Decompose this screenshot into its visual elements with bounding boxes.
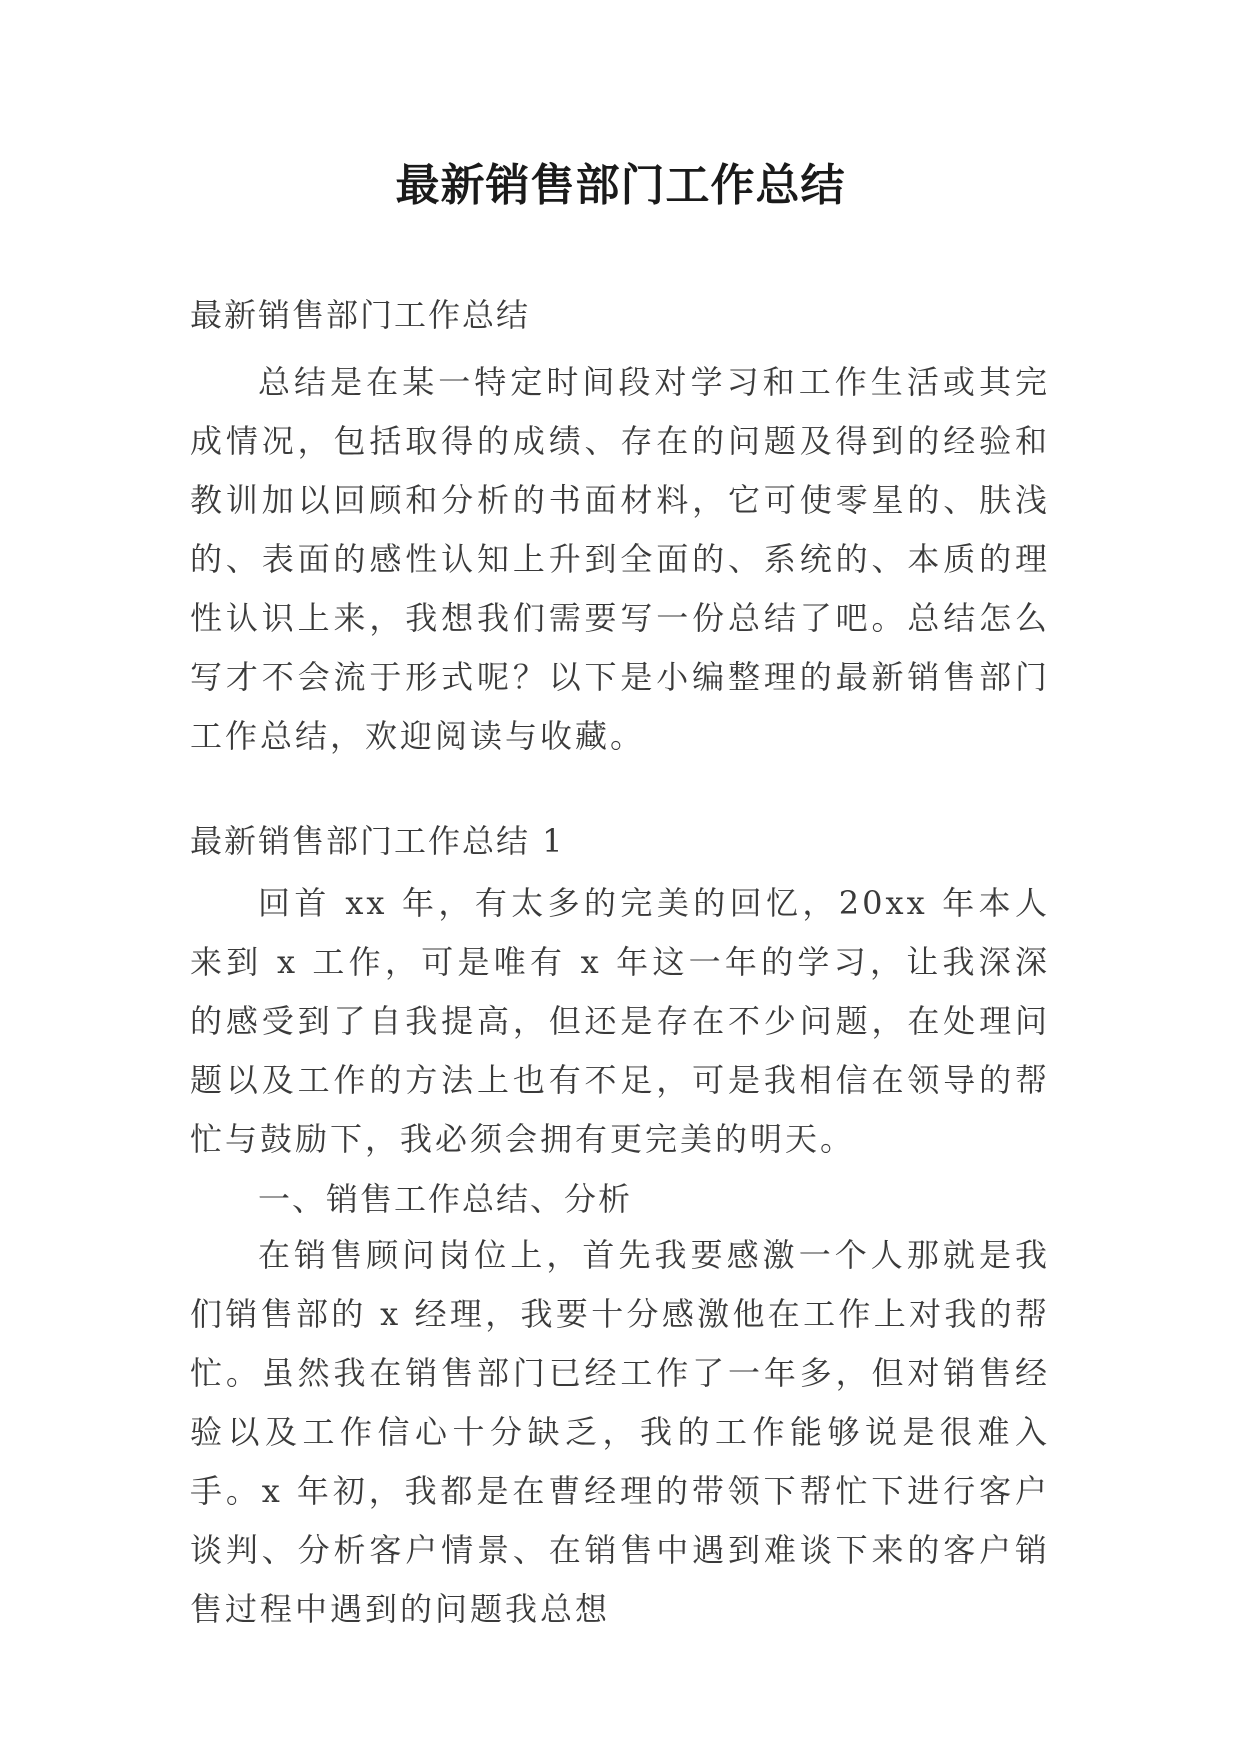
section-heading: 最新销售部门工作总结 1 (190, 822, 565, 860)
page-title: 最新销售部门工作总结 (395, 160, 846, 211)
intro-paragraph: 总结是在某一特定时间段对学习和工作生活或其完成情况，包括取得的成绩、存在的问题及得到的经验和教训加以回顾和分析的书面材料，它可使零星的、肤浅的、表面的感性认知上升到全面的、系统的、本质的理性认识上来，我想我们需要写一份总结了吧。总结怎么写才不会流于形式呢？以下是小编整理的最新销售部门工作总结，欢迎阅读与收藏。 (190, 363, 1050, 755)
body-paragraph-2: 在销售顾问岗位上，首先我要感激一个人那就是我们销售部的 x 经理，我要十分感激他在工作上对我的帮忙。虽然我在销售部门已经工作了一年多，但对销售经验以及工作信心十分缺乏，我的工作能够说是很难入手。x 年初，我都是在曹经理的带领下帮忙下进行客户谈判、分析客户情景、在销售中遇到难谈下来的客户销售过程中遇到的问题我总想 (190, 1236, 1050, 1628)
document-heading: 最新销售部门工作总结 (190, 296, 531, 334)
subsection-heading: 一、销售工作总结、分析 (258, 1180, 633, 1218)
body-paragraph: 回首 xx 年，有太多的完美的回忆，20xx 年本人来到 x 工作，可是唯有 x 年这一年的学习，让我深深的感受到了自我提高，但还是存在不少问题，在处理问题以及工作的方法上也有不足，可是我相信在领导的帮忙与鼓励下，我必须会拥有更完美的明天。 (190, 884, 1050, 1158)
